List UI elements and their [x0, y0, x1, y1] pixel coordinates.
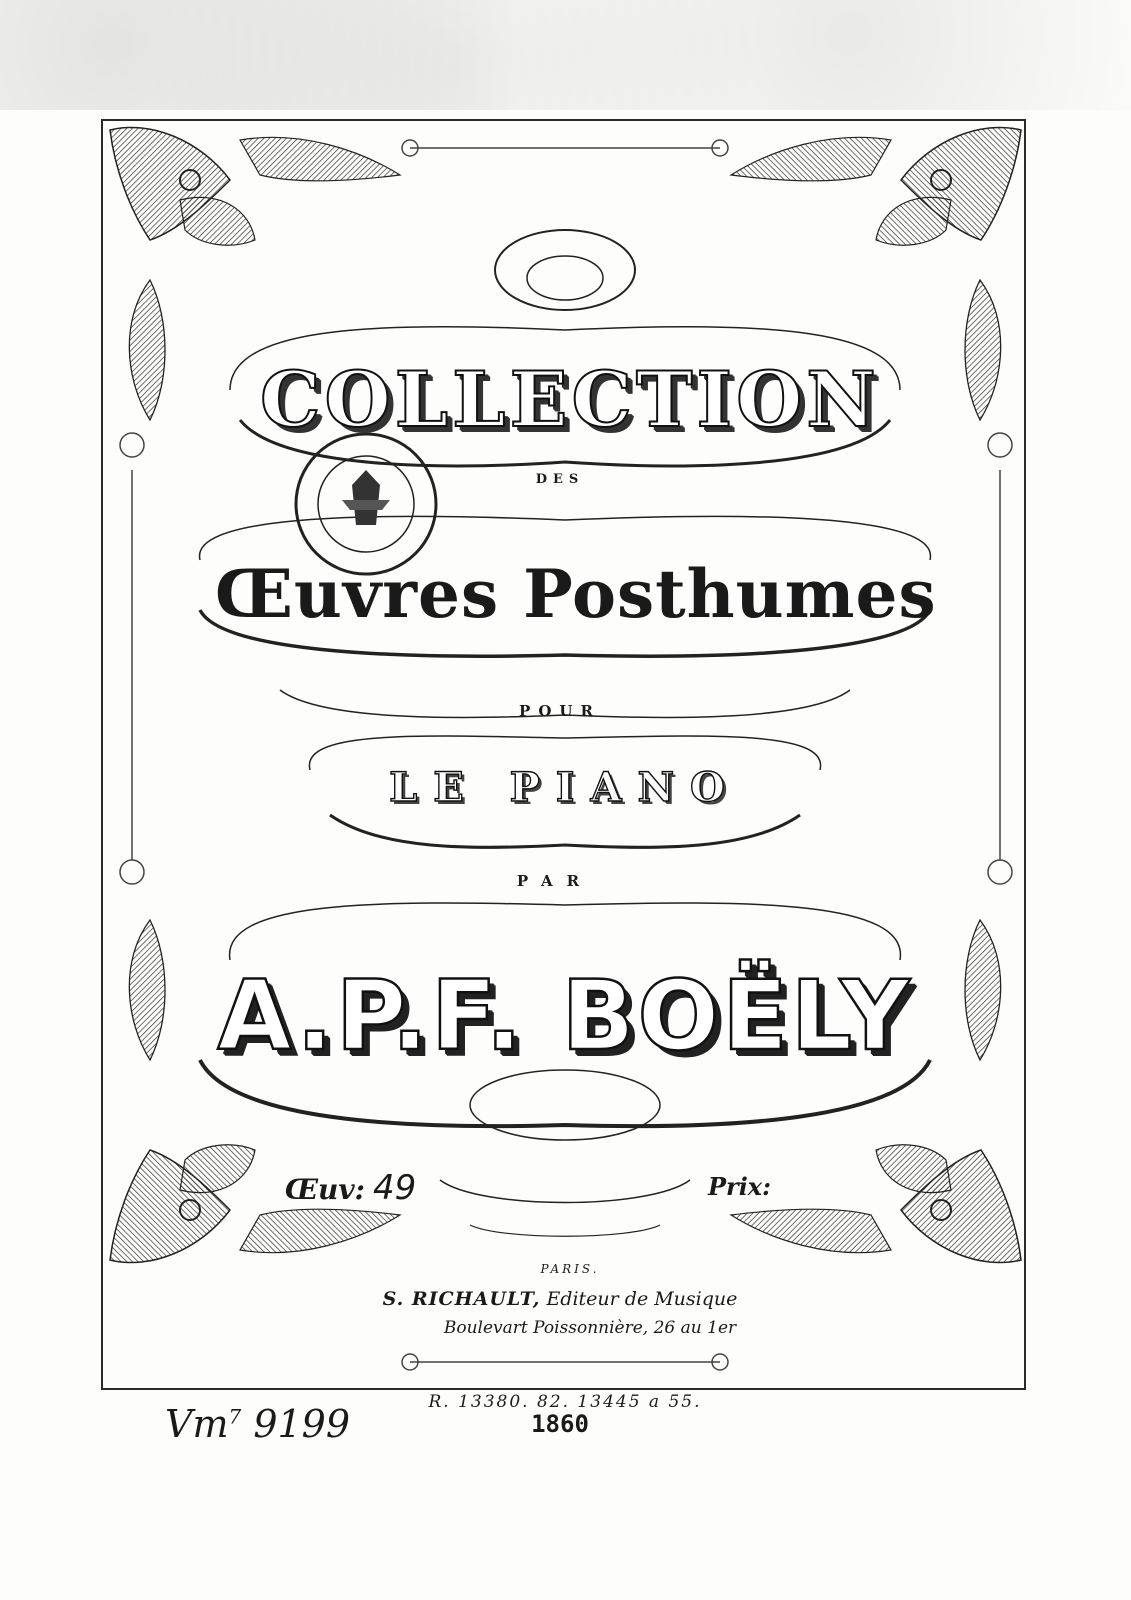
publisher-name: S. RICHAULT, [382, 1288, 541, 1310]
imprint-city: PARIS. [540, 1262, 600, 1276]
year-stamp: 1860 [531, 1410, 589, 1438]
shelfmark-prefix: Vm [165, 1402, 229, 1446]
instrument-title: LE PIANO [389, 764, 741, 811]
price-label: Prix: [708, 1172, 771, 1201]
outer-frame [101, 119, 1026, 1390]
des-subtitle: DES [535, 472, 585, 487]
composer-name: A.P.F. BOËLY [217, 960, 913, 1072]
shelfmark-number: 9199 [253, 1402, 351, 1446]
opus-label: Œuv: [285, 1173, 366, 1206]
par-label: PAR [516, 872, 594, 890]
imprint-address: Boulevart Poissonnière, 26 au 1er [443, 1318, 737, 1338]
main-title: Œuvres Posthumes [215, 555, 937, 633]
pour-label: POUR [519, 702, 601, 720]
imprint-publisher [330, 1288, 790, 1310]
shelfmark [165, 1402, 350, 1446]
collection-title: COLLECTION [260, 355, 880, 444]
shelfmark-sup: 7 [228, 1404, 242, 1429]
publisher-role: Editeur de Musique [546, 1288, 738, 1310]
opus-number: 49 [373, 1168, 417, 1208]
plate-numbers: R. 13380. 82. 13445 a 55. [428, 1392, 702, 1412]
opus-line [285, 1168, 416, 1208]
